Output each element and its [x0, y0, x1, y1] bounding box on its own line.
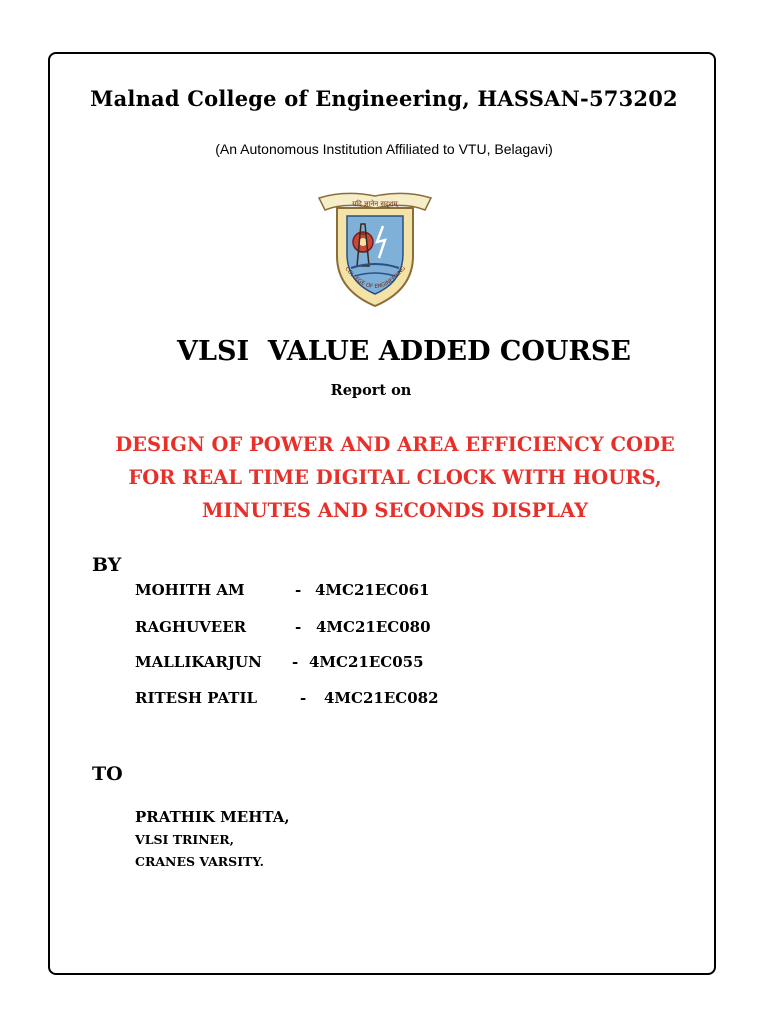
crest-ring-text: COLLEGE OF ENGINEERING	[343, 265, 408, 291]
college-crest-icon	[315, 186, 435, 310]
student-name: MALLIKARJUN	[135, 653, 262, 671]
guide-role: VLSI TRINER,	[135, 832, 234, 847]
guide-name: PRATHIK MEHTA,	[135, 808, 290, 826]
course-title: VLSI VALUE ADDED COURSE	[177, 336, 631, 367]
student-usn: 4MC21EC080	[316, 618, 431, 636]
report-on-label: Report on	[330, 382, 412, 399]
project-title-line: DESIGN OF POWER AND AREA EFFICIENCY CODE	[115, 433, 675, 456]
by-label: BY	[92, 554, 122, 576]
crest-banner-text: यदि ज्ञानेन सदृशम्	[352, 200, 398, 208]
student-row	[135, 653, 424, 671]
student-name: RITESH PATIL	[135, 689, 258, 707]
project-title-line: MINUTES AND SECONDS DISPLAY	[201, 499, 589, 522]
student-dash: -	[292, 653, 299, 671]
project-title-line: FOR REAL TIME DIGITAL CLOCK WITH HOURS,	[128, 466, 662, 489]
student-name: RAGHUVEER	[135, 618, 247, 636]
affiliation-text: (An Autonomous Institution Affiliated to VTU, Belagavi)	[215, 141, 553, 157]
student-name: MOHITH AM	[135, 581, 245, 599]
student-usn: 4MC21EC082	[324, 689, 439, 707]
student-row	[135, 618, 431, 636]
student-dash: -	[295, 581, 302, 599]
student-dash: -	[295, 618, 302, 636]
to-label: TO	[92, 763, 123, 785]
project-title	[100, 428, 690, 527]
student-row	[135, 689, 439, 707]
guide-organization: CRANES VARSITY.	[135, 854, 265, 869]
student-dash: -	[300, 689, 307, 707]
student-usn: 4MC21EC061	[315, 581, 430, 599]
college-name: Malnad College of Engineering, HASSAN-573202	[90, 86, 678, 111]
student-row	[135, 581, 430, 599]
student-usn: 4MC21EC055	[309, 653, 424, 671]
